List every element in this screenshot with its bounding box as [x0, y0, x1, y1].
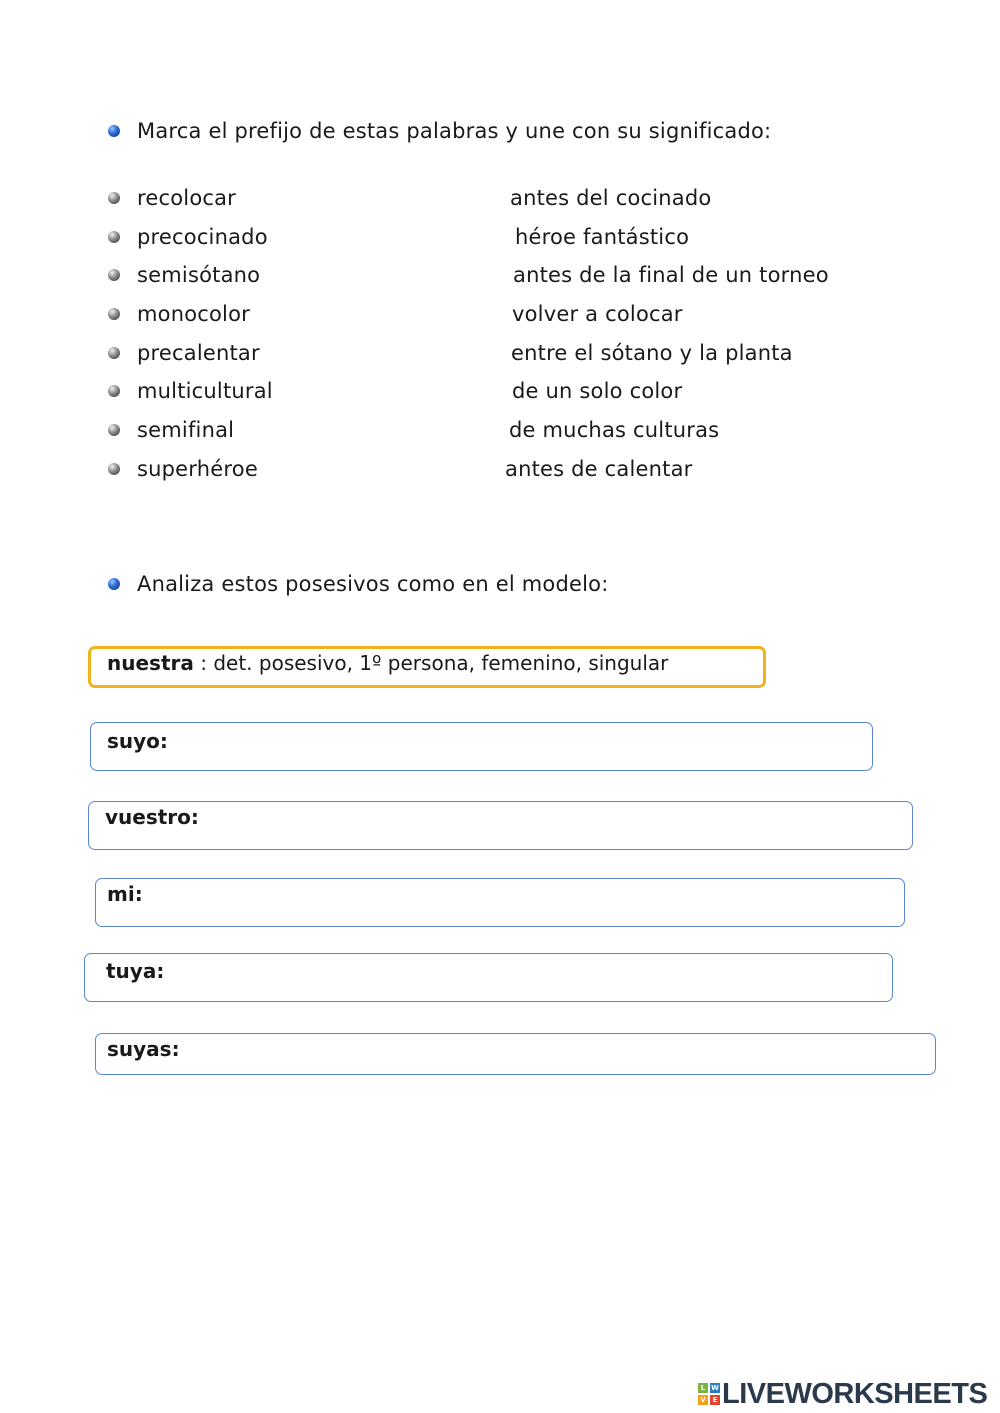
- word-bullet-icon: [108, 231, 120, 243]
- word-item[interactable]: multicultural: [137, 379, 273, 403]
- word-bullet-icon: [108, 463, 120, 475]
- word-item[interactable]: semifinal: [137, 418, 235, 442]
- answer-input-suyas[interactable]: [186, 1038, 927, 1070]
- word-bullet-icon: [108, 424, 120, 436]
- meaning-item[interactable]: de un solo color: [512, 379, 683, 403]
- answer-label: tuya:: [106, 959, 165, 983]
- word-item[interactable]: superhéroe: [137, 457, 258, 481]
- logo-mark-cell: V: [698, 1395, 708, 1405]
- meaning-item[interactable]: volver a colocar: [512, 302, 683, 326]
- liveworksheets-logo-text: LIVEWORKSHEETS: [722, 1377, 988, 1410]
- word-item[interactable]: precocinado: [137, 225, 268, 249]
- answer-label: mi:: [107, 882, 143, 906]
- word-item[interactable]: semisótano: [137, 263, 261, 287]
- answer-label: suyas:: [107, 1037, 180, 1061]
- logo-mark-cell: W: [711, 1384, 719, 1392]
- meaning-item[interactable]: entre el sótano y la planta: [511, 341, 793, 365]
- meaning-item[interactable]: antes de la final de un torneo: [513, 263, 829, 287]
- word-bullet-icon: [108, 308, 120, 320]
- meaning-item[interactable]: de muchas culturas: [509, 418, 720, 442]
- answer-box-vuestro: [88, 801, 913, 850]
- word-item[interactable]: precalentar: [137, 341, 260, 365]
- word-item[interactable]: monocolor: [137, 302, 250, 326]
- answer-box-suyas: [95, 1033, 936, 1075]
- word-bullet-icon: [108, 192, 120, 204]
- answer-box-suyo: [90, 722, 873, 771]
- answer-input-mi[interactable]: [146, 883, 896, 922]
- logo-mark-cell: L: [698, 1383, 708, 1393]
- liveworksheets-logo: [698, 1379, 987, 1409]
- word-item[interactable]: recolocar: [137, 186, 237, 210]
- model-box: [88, 646, 766, 688]
- section1-bullet-icon: [108, 125, 120, 137]
- section2-bullet-icon: [108, 578, 120, 590]
- answer-box-mi: [95, 878, 905, 927]
- word-bullet-icon: [108, 269, 120, 281]
- meaning-item[interactable]: antes de calentar: [505, 457, 693, 481]
- meaning-item[interactable]: héroe fantástico: [515, 225, 690, 249]
- answer-input-tuya[interactable]: [170, 958, 884, 997]
- answer-box-tuya: [84, 953, 893, 1002]
- word-bullet-icon: [108, 385, 120, 397]
- answer-input-vuestro[interactable]: [199, 806, 904, 845]
- word-bullet-icon: [108, 347, 120, 359]
- answer-label: vuestro:: [105, 805, 199, 829]
- model-analysis: : det. posesivo, 1º persona, femenino, singular: [193, 651, 669, 675]
- section2-instruction: Analiza estos posesivos como en el modelo:: [137, 572, 609, 596]
- liveworksheets-logo-icon: [698, 1383, 720, 1405]
- section1-instruction: Marca el prefijo de estas palabras y une con su significado:: [137, 119, 772, 143]
- answer-input-suyo[interactable]: [166, 727, 864, 766]
- answer-label: suyo:: [107, 729, 168, 753]
- model-word: nuestra: [107, 651, 194, 675]
- meaning-item[interactable]: antes del cocinado: [510, 186, 712, 210]
- logo-mark-cell: E: [710, 1395, 720, 1405]
- model-text: [107, 651, 668, 675]
